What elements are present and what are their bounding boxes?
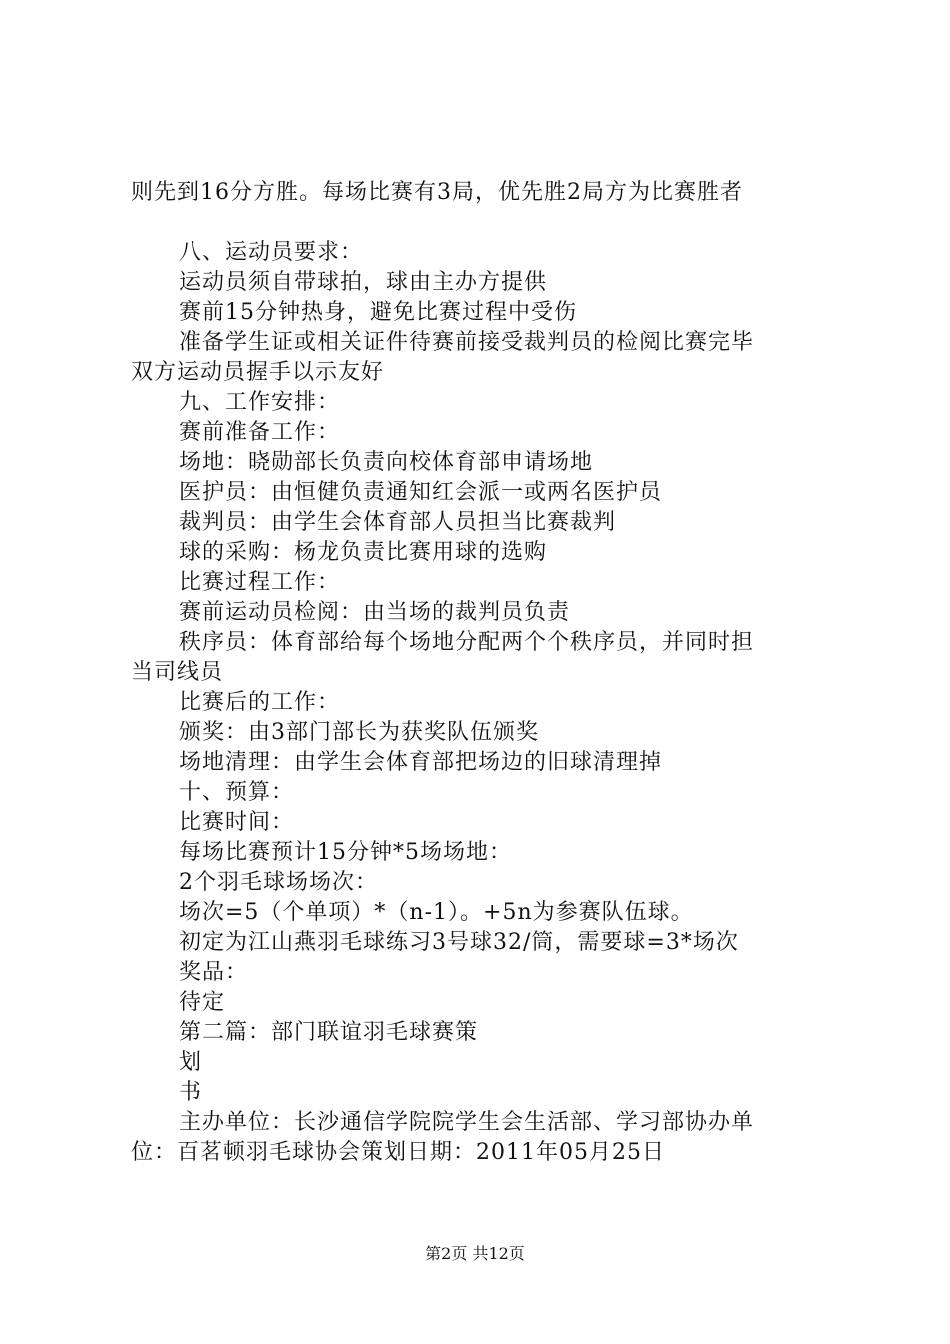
chapter-heading-continuation: 划 <box>179 1050 203 1075</box>
text-line: 医护员：由恒健负责通知红会派一或两名医护员 <box>179 480 663 505</box>
text-line: 准备学生证或相关证件待赛前接受裁判员的检阅比赛完毕 <box>179 330 755 355</box>
text-line: 秩序员：体育部给每个场地分配两个个秩序员，并同时担 <box>179 630 755 655</box>
text-line: 运动员须自带球拍，球由主办方提供 <box>179 270 548 295</box>
text-line: 初定为江山燕羽毛球练习3号球32/筒，需要球=3*场次 <box>179 930 739 955</box>
chapter-heading-continuation: 书 <box>179 1080 203 1105</box>
section-heading: 九、工作安排： <box>179 390 341 415</box>
text-line: 裁判员：由学生会体育部人员担当比赛裁判 <box>179 510 617 535</box>
text-line: 场地：晓勋部长负责向校体育部申请场地 <box>179 450 594 475</box>
text-line: 场次=5（个单项）*（n-1）。+5n为参赛队伍球。 <box>179 900 694 925</box>
text-line: 主办单位：长沙通信学院院学生会生活部、学习部协办单 <box>179 1110 755 1135</box>
subsection-heading: 比赛时间： <box>179 810 295 835</box>
text-line: 待定 <box>179 990 226 1015</box>
text-line: 当司线员 <box>131 660 224 685</box>
text-line: 球的采购：杨龙负责比赛用球的选购 <box>179 540 548 565</box>
chapter-heading: 第二篇：部门联谊羽毛球赛策 <box>179 1020 479 1045</box>
section-heading: 十、预算： <box>179 780 295 805</box>
text-line: 场地清理：由学生会体育部把场边的旧球清理掉 <box>179 750 663 775</box>
subsection-heading: 赛前准备工作： <box>179 420 341 445</box>
subsection-heading: 比赛后的工作： <box>179 690 341 715</box>
text-line: 则先到16分方胜。每场比赛有3局，优先胜2局方为比赛胜者 <box>131 180 743 205</box>
text-line: 双方运动员握手以示友好 <box>131 360 385 385</box>
text-line: 位：百茗顿羽毛球协会策划日期：2011年05月25日 <box>131 1140 665 1165</box>
document-body <box>131 178 831 1168</box>
text-line: 赛前运动员检阅：由当场的裁判员负责 <box>179 600 571 625</box>
text-line: 每场比赛预计15分钟*5场场地： <box>179 840 512 865</box>
subsection-heading: 比赛过程工作： <box>179 570 341 595</box>
text-line: 2个羽毛球场场次： <box>179 870 378 895</box>
subsection-heading: 奖品： <box>179 960 249 985</box>
text-line: 颁奖：由3部门部长为获奖队伍颁奖 <box>179 720 539 745</box>
section-heading: 八、运动员要求： <box>179 240 364 265</box>
text-line: 赛前15分钟热身，避免比赛过程中受伤 <box>179 300 577 325</box>
page-footer: 第2页 共12页 <box>425 1244 525 1263</box>
